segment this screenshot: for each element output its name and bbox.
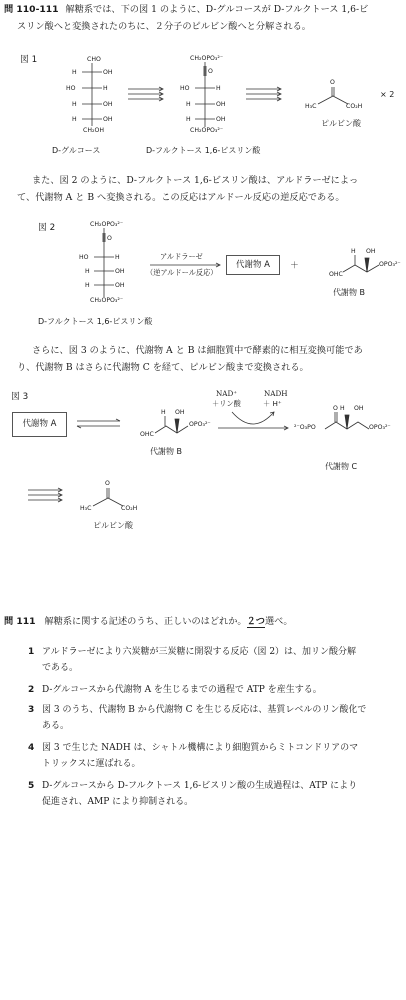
para2-line-2: て、代謝物 A と B へ変換される。この反応はアルドール反応の逆反応である。 — [17, 192, 345, 203]
fbp-h5: H — [186, 116, 191, 123]
fig3-label: 図 3 — [11, 392, 29, 402]
option-2-line-1: D-グルコースから代謝物 A を生じるまでの過程で ATP を産生する。 — [42, 685, 322, 695]
fig3-metabolite-a: 代謝物 A — [22, 419, 57, 429]
option-4-number: 4 — [28, 743, 35, 753]
fig2-label: 図 2 — [38, 223, 56, 233]
option-3-line-2: ある。 — [42, 721, 70, 731]
fig3-pyruvate-h3c: H₃C — [80, 505, 92, 512]
glucose-h3: H — [103, 85, 108, 92]
option-1-number: 1 — [28, 647, 35, 657]
times-two: × 2 — [380, 90, 395, 99]
pyruvate-co2h: CO₂H — [346, 103, 363, 110]
fig3-c-o: O — [333, 405, 338, 412]
glucose-c1: CHO — [87, 56, 101, 63]
fig2-plus: ＋ — [290, 261, 299, 271]
fig3-metabolite-c-name: 代謝物 C — [325, 462, 358, 471]
fig2-fbp-h5: H — [85, 282, 90, 289]
intro-line-1: 解糖系では、下の図 1 のように、D-グルコースが D-フルクトース 1,6-ビ — [65, 4, 369, 15]
para2-line-1: また、図 2 のように、D-フルクトース 1,6-ビスリン酸は、アルドラーゼによっ — [32, 175, 359, 186]
option-1[interactable] — [14, 644, 398, 676]
fig3-c-h: H — [340, 405, 345, 412]
fig3-hplus: ＋ H⁺ — [263, 399, 282, 408]
fig2-metabolite-a-box — [226, 255, 280, 275]
glucose-oh2: OH — [103, 69, 113, 76]
fig2-b-h: H — [351, 248, 356, 255]
option-5-line-2: 促進され、AMP により抑制される。 — [42, 797, 194, 807]
fig1-label: 図 1 — [20, 55, 38, 65]
fig2-fbp-ho3: HO — [79, 254, 89, 261]
option-3-line-1: 図 3 のうち、代謝物 B から代謝物 C を生じる反応は、基質レベルのリン酸化で — [42, 705, 367, 715]
fbp-ho3: HO — [180, 85, 190, 92]
fig3-nad: NAD⁺ — [216, 389, 238, 398]
fig2-fbp-h4: H — [85, 268, 90, 275]
glucose-h4: H — [72, 101, 77, 108]
option-1-line-1: アルドラーゼにより六炭糖が三炭糖に開裂する反応（図 2）は、加リン酸分解 — [42, 647, 357, 657]
fig3-pyruvate-name: ピルビン酸 — [93, 521, 133, 530]
fig3-phosphate: ＋リン酸 — [212, 399, 241, 408]
fbp-h3: H — [216, 85, 221, 92]
pyruvate-o: O — [330, 79, 335, 86]
option-5-number: 5 — [28, 781, 35, 791]
fbp-o: O — [208, 68, 213, 75]
para3-line-2: り、代謝物 B はさらに代謝物 C を経て、ピルビン酸まで変換される。 — [17, 362, 309, 373]
glucose-ho3: HO — [66, 85, 76, 92]
intro-line-2: スリン酸へと変換されたのちに、２分子のピルビン酸へと分解される。 — [17, 21, 311, 32]
fig2-b-ohc: OHC — [329, 271, 343, 278]
fig3-metabolite-b-name: 代謝物 B — [150, 447, 183, 456]
fig3-pyruvate-o: O — [105, 480, 110, 487]
fig2-fbp-name: D-フルクトース 1,6-ビスリン酸 — [38, 317, 153, 326]
option-5[interactable] — [14, 778, 398, 810]
fig2-fbp-o: O — [107, 235, 112, 242]
fig2-enzyme: アルドラーゼ — [160, 252, 203, 261]
fbp-name: D-フルクトース 1,6-ビスリン酸 — [146, 146, 261, 155]
q111-stem — [4, 614, 404, 630]
fbp-c6: CH₂OPO₃²⁻ — [190, 127, 224, 134]
fig3-nadh: NADH — [264, 389, 288, 398]
q111-text: 解糖系に関する記述のうち、正しいのはどれか。 — [44, 616, 247, 627]
question-range-label: 問 110-111 — [4, 4, 59, 15]
fig2-b-oh: OH — [366, 248, 376, 255]
q111-tail: 選べ。 — [265, 616, 293, 627]
fig2-fbp-h3: H — [115, 254, 120, 261]
fig2-fbp-oh5: OH — [115, 282, 125, 289]
fig3-c-oh: OH — [354, 405, 364, 412]
fig2-metabolite-a: 代謝物 A — [235, 260, 271, 270]
fig2-b-opo3: OPO₃²⁻ — [379, 261, 401, 268]
option-3-number: 3 — [28, 705, 35, 715]
fig2-fbp-c1: CH₂OPO₃²⁻ — [90, 221, 124, 228]
option-2[interactable] — [14, 682, 398, 698]
fig2-fbp-oh4: OH — [115, 268, 125, 275]
fig2-fbp-c6: CH₂OPO₃²⁻ — [90, 297, 124, 304]
fig3-b-ohc: OHC — [140, 431, 154, 438]
fbp-oh5: OH — [216, 116, 226, 123]
option-4-line-1: 図 3 で生じた NADH は、シャトル機構により細胞質からミトコンドリアのマ — [42, 743, 359, 753]
option-3[interactable] — [14, 702, 398, 734]
fig3-c-opo3-right: OPO₃²⁻ — [369, 424, 391, 431]
glucose-oh4: OH — [103, 101, 113, 108]
fbp-h4: H — [186, 101, 191, 108]
fig3-b-oh: OH — [175, 409, 185, 416]
fbp-c1: CH₂OPO₃²⁻ — [190, 55, 224, 62]
fig2-metabolite-b-name: 代謝物 B — [333, 288, 366, 297]
q111-label: 問 111 — [4, 616, 36, 627]
option-4[interactable] — [14, 740, 398, 772]
fig1-arrows — [128, 87, 281, 101]
glucose-oh5: OH — [103, 116, 113, 123]
fig3-pyruvate-co2h: CO₂H — [121, 505, 138, 512]
fig3-b-opo3: OPO₃²⁻ — [189, 421, 211, 428]
fig3-c-opo3-left: ²⁻O₃PO — [294, 424, 316, 431]
fig2-enzyme-note: （逆アルドール反応） — [146, 268, 218, 277]
glucose-c6: CH₂OH — [83, 127, 104, 134]
fbp-oh4: OH — [216, 101, 226, 108]
glucose-h2: H — [72, 69, 77, 76]
pyruvate-name: ピルビン酸 — [321, 119, 361, 128]
option-5-line-1: D-グルコースから D-フルクトース 1,6-ビスリン酸の生成過程は、ATP により — [42, 781, 358, 791]
fig3-b-h: H — [161, 409, 166, 416]
option-2-number: 2 — [28, 685, 35, 695]
glucose-name: D-グルコース — [52, 146, 101, 155]
fig3-metabolite-a-box — [12, 412, 67, 437]
option-4-line-2: トリックスに運ばれる。 — [42, 759, 141, 769]
para3-line-1: さらに、図 3 のように、代謝物 A と B は細胞質中で酵素的に相互変換可能であ — [32, 345, 363, 356]
glucose-h5: H — [72, 116, 77, 123]
option-1-line-2: である。 — [42, 663, 79, 673]
q111-emphasis: ２つ — [246, 616, 265, 627]
pyruvate-h3c: H₃C — [305, 103, 317, 110]
